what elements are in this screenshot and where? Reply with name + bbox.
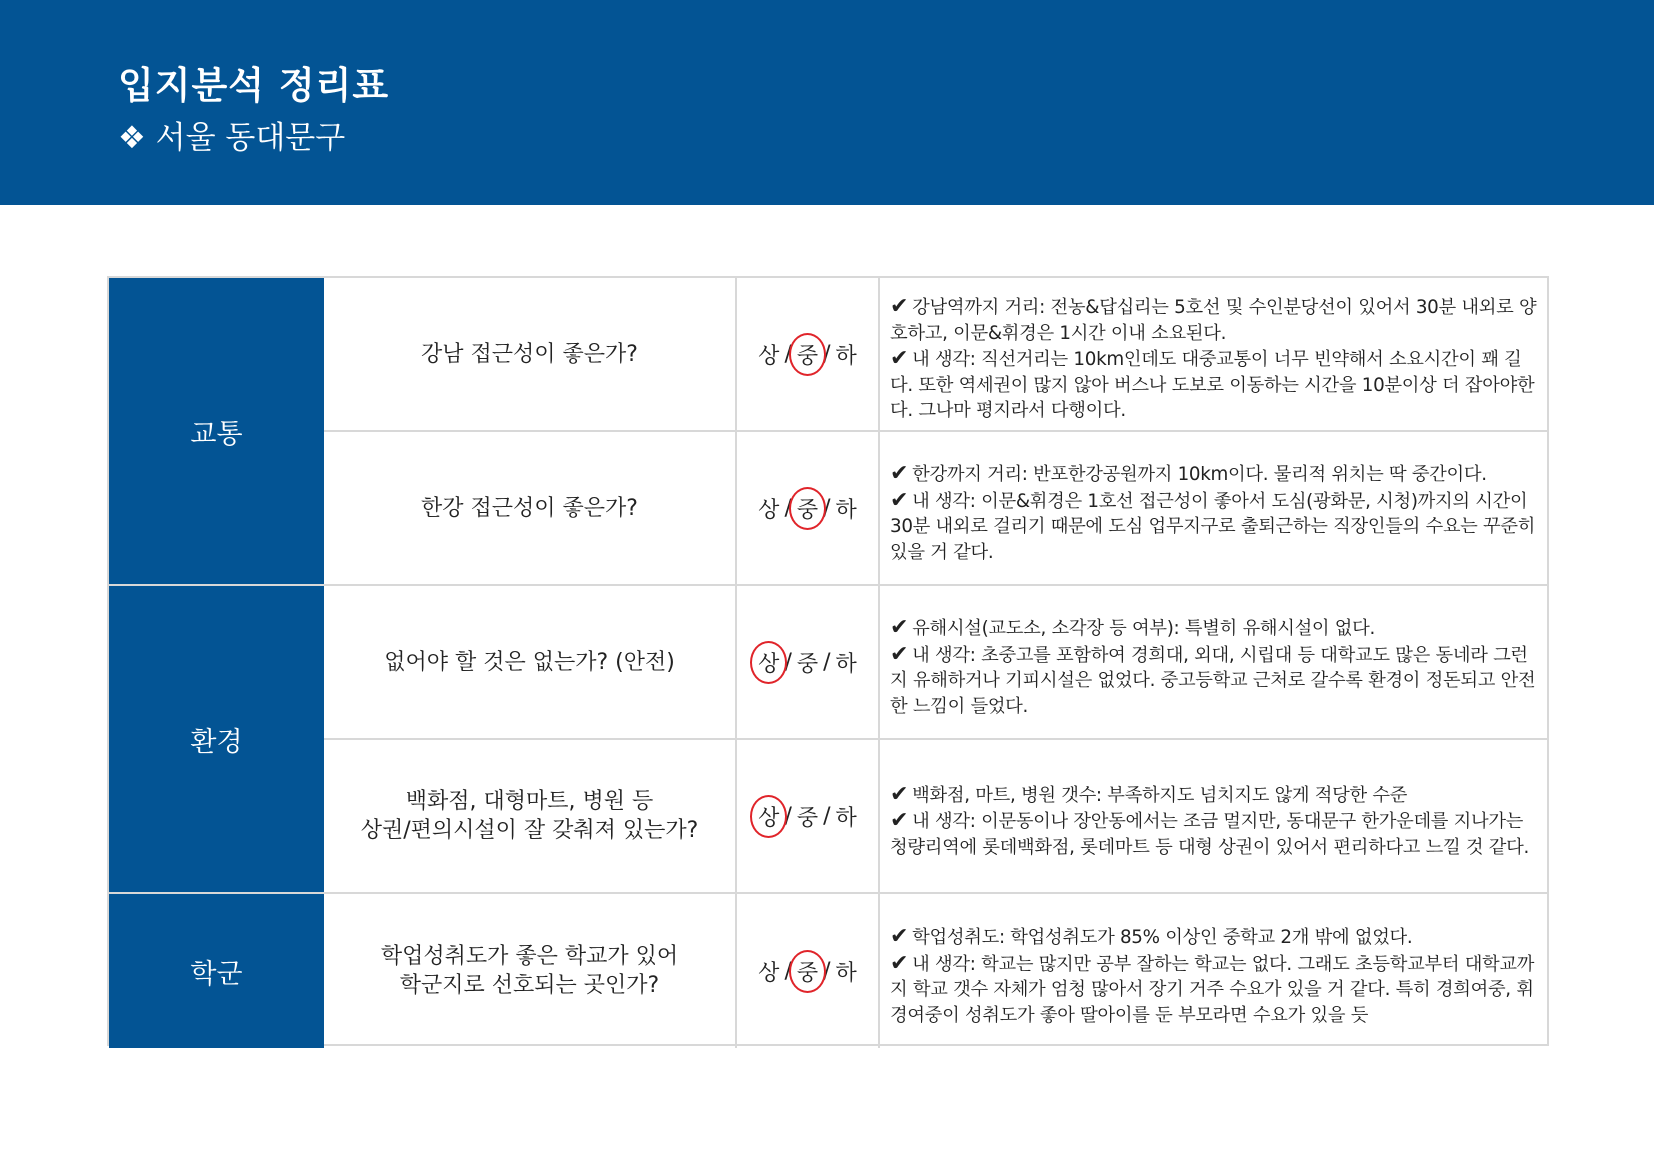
rating-option: 중 bbox=[796, 651, 819, 677]
checkmark-icon: ✔ bbox=[890, 346, 909, 372]
rating-option: 하 bbox=[835, 343, 857, 369]
rating-separator: / bbox=[784, 803, 792, 829]
note-text: 한강까지 거리: 반포한강공원까지 10km이다. 물리적 위치는 딱 중간이다. bbox=[912, 464, 1487, 485]
rating-separator: / bbox=[784, 958, 792, 984]
checkmark-icon: ✔ bbox=[890, 487, 909, 513]
note-text: 강남역까지 거리: 전농&답십리는 5호선 및 수인분당선이 있어서 30분 내외로 양호하고, 이문&휘경은 1시간 이내 소요된다. bbox=[890, 297, 1537, 344]
note-text: 백화점, 마트, 병원 갯수: 부족하지도 넘치지도 않게 적당한 수준 bbox=[912, 784, 1408, 806]
rating-separator: / bbox=[823, 958, 831, 984]
note-text: 내 생각: 직선거리는 10km인데도 대중교통이 너무 빈약해서 소요시간이 꽤 길다. 또한 역세권이 많지 않아 버스나 도보로 이동하는 시간을 10분이상 더 잡아야한다. 그나마 평지라서 다행이다. bbox=[890, 349, 1535, 422]
table-row bbox=[324, 278, 1547, 432]
notes-cell bbox=[880, 278, 1547, 430]
rating-selected: 중 bbox=[795, 493, 820, 524]
checkmark-icon: ✔ bbox=[890, 294, 909, 320]
rating-option: 하 bbox=[835, 651, 857, 677]
notes-cell bbox=[880, 432, 1547, 584]
rating-cell bbox=[737, 278, 880, 430]
question-cell: 백화점, 대형마트, 병원 등 상권/편의시설이 잘 갖춰져 있는가? bbox=[324, 740, 737, 892]
question-cell: 없어야 할 것은 없는가? (안전) bbox=[324, 586, 737, 738]
rating-selected: 중 bbox=[795, 956, 820, 987]
rating-separator: / bbox=[784, 495, 792, 521]
note-item bbox=[890, 488, 1539, 566]
note-item bbox=[890, 615, 1539, 642]
note-item bbox=[890, 294, 1539, 346]
rating-option: 중 bbox=[796, 805, 819, 831]
checkmark-icon: ✔ bbox=[890, 781, 909, 807]
table-row bbox=[324, 740, 1547, 894]
checkmark-icon: ✔ bbox=[890, 461, 909, 486]
rating-option: 하 bbox=[835, 497, 857, 523]
checkmark-icon: ✔ bbox=[890, 615, 909, 640]
question-cell: 한강 접근성이 좋은가? bbox=[324, 432, 737, 584]
rating-option: 하 bbox=[835, 960, 857, 986]
rating-separator: / bbox=[823, 649, 831, 675]
checkmark-icon: ✔ bbox=[890, 924, 909, 949]
rating-separator: / bbox=[823, 803, 831, 829]
note-text: 내 생각: 학교는 많지만 공부 잘하는 학교는 없다. 그래도 초등학교부터 대학교까지 학교 갯수 자체가 엄청 많아서 장기 거주 수요가 있을 거 같다. 특히 경희여중, 휘경여중이 성취도가 좋아 딸아이를 둔 부모라면 수요가 있을 듯 bbox=[890, 953, 1535, 1026]
category-cell-school: 학군 bbox=[109, 894, 324, 1048]
note-item bbox=[890, 782, 1539, 809]
table-row bbox=[324, 894, 1547, 1048]
rating-option: 하 bbox=[835, 805, 857, 831]
category-cell-transport: 교통 bbox=[109, 278, 324, 586]
rating-cell bbox=[737, 894, 880, 1048]
page-title: 입지분석 정리표 bbox=[118, 64, 390, 107]
note-text: 내 생각: 초중고를 포함하여 경희대, 외대, 시립대 등 대학교도 많은 동네라 그런지 유해하거나 기피시설은 없었다. 중고등학교 근처로 갈수록 환경이 정돈되고 안전한 느낌이 들었다. bbox=[890, 644, 1536, 717]
header-banner bbox=[0, 0, 1654, 205]
note-item bbox=[890, 808, 1539, 860]
rating-selected: 상 bbox=[756, 801, 781, 832]
rating-separator: / bbox=[823, 495, 831, 521]
rating-selected: 중 bbox=[795, 339, 820, 370]
rating-option: 상 bbox=[758, 497, 780, 523]
rating-cell bbox=[737, 740, 880, 892]
checkmark-icon: ✔ bbox=[890, 808, 909, 834]
notes-cell bbox=[880, 586, 1547, 738]
rating-option: 상 bbox=[758, 343, 780, 369]
category-cell-environment: 환경 bbox=[109, 586, 324, 894]
note-item bbox=[890, 951, 1539, 1029]
notes-cell bbox=[880, 894, 1547, 1048]
rating-selected: 상 bbox=[756, 647, 781, 678]
checkmark-icon: ✔ bbox=[890, 641, 909, 667]
note-item bbox=[890, 642, 1539, 720]
note-text: 학업성취도: 학업성취도가 85% 이상인 중학교 2개 밖에 없었다. bbox=[912, 927, 1413, 948]
note-item bbox=[890, 346, 1539, 424]
rating-cell bbox=[737, 432, 880, 584]
rating-separator: / bbox=[784, 649, 792, 675]
checkmark-icon: ✔ bbox=[890, 950, 909, 976]
notes-cell bbox=[880, 740, 1547, 892]
question-cell: 강남 접근성이 좋은가? bbox=[324, 278, 737, 430]
note-item bbox=[890, 461, 1539, 488]
rating-cell bbox=[737, 586, 880, 738]
rating-option: 상 bbox=[758, 960, 780, 986]
note-text: 유해시설(교도소, 소각장 등 여부): 특별히 유해시설이 없다. bbox=[912, 618, 1376, 639]
rating-separator: / bbox=[823, 341, 831, 367]
table-row bbox=[324, 586, 1547, 740]
page-subtitle: ❖ 서울 동대문구 bbox=[118, 120, 346, 156]
question-cell: 학업성취도가 좋은 학교가 있어 학군지로 선호되는 곳인가? bbox=[324, 894, 737, 1048]
rating-separator: / bbox=[784, 341, 792, 367]
analysis-table bbox=[107, 276, 1549, 1046]
note-item bbox=[890, 924, 1539, 951]
table-row bbox=[324, 432, 1547, 586]
note-text: 내 생각: 이문동이나 장안동에서는 조금 멀지만, 동대문구 한가운데를 지나가는 청량리역에 롯데백화점, 롯데마트 등 대형 상권이 있어서 편리하다고 느낄 것 같다. bbox=[890, 811, 1530, 858]
note-text: 내 생각: 이문&휘경은 1호선 접근성이 좋아서 도심(광화문, 시청)까지의 시간이 30분 내외로 걸리기 때문에 도심 업무지구로 출퇴근하는 직장인들의 수요는 꾸준히 있을 거 같다. bbox=[890, 490, 1536, 563]
